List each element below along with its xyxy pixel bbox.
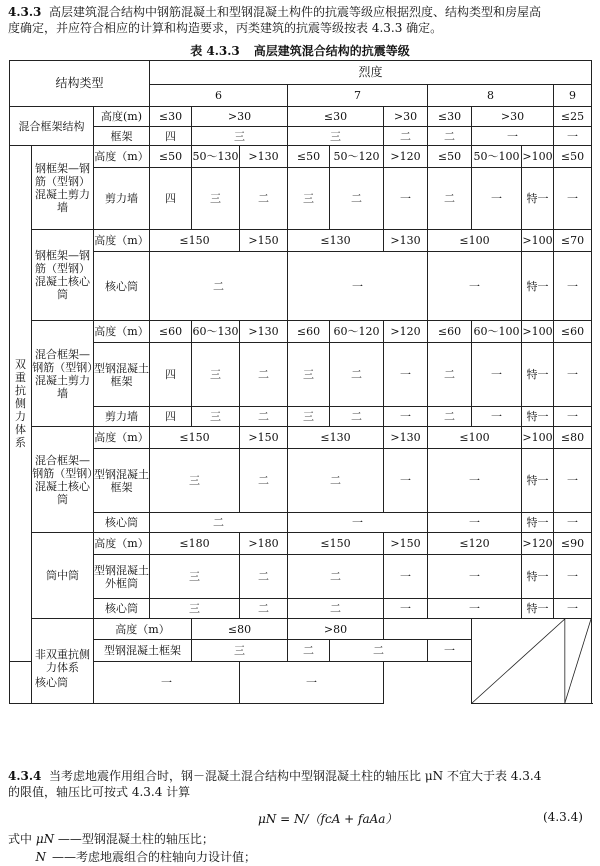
table-cell: ≤30 [428,107,472,127]
table-cell: 一 [384,168,428,230]
table-cell: 一 [240,662,384,704]
table-cell: ≤50 [554,146,592,168]
table-cell: 二 [428,343,472,407]
row-label: 高度（m） [94,230,150,252]
table-cell: 一 [554,599,592,619]
table-cell: 一 [384,407,428,427]
table-cell: >150 [240,427,288,449]
diagonal-cell [472,619,592,704]
row-label: 剪力墙 [94,168,150,230]
table-cell: 一 [554,252,592,321]
table-cell: ≤50 [428,146,472,168]
table-cell: 二 [288,555,384,599]
section-number: 4.3.3 [8,5,42,19]
table-cell: 60～120 [330,321,384,343]
table-cell: 二 [428,168,472,230]
section-number: 4.3.4 [8,769,42,783]
table-cell: 50～100 [472,146,522,168]
table-cell: 二 [384,127,428,146]
table-cell: 二 [288,449,384,513]
table-cell: 二 [330,640,428,662]
table-cell: 一 [428,599,522,619]
table-cell: 60～100 [472,321,522,343]
table-cell: 一 [288,513,428,533]
table-cell: 一 [472,407,522,427]
definition-symbol: μN [35,832,55,846]
formula: μN = N/（fcA + faAa） [258,812,398,826]
table-cell: 一 [472,343,522,407]
table-cell: 一 [428,449,522,513]
row-label: 型钢混凝土框架 [94,640,192,662]
table-cell: >30 [384,107,428,127]
table-cell: 一 [384,449,428,513]
table-cell: 一 [428,640,472,662]
table-cell: ≤80 [192,619,288,640]
table-cell: ≤50 [288,146,330,168]
row-label: 高度（m） [94,619,192,640]
table-cell: 一 [472,127,554,146]
table-cell: 二 [240,555,288,599]
table-cell: >150 [384,533,428,555]
paragraph-text: 度确定，并应符合相应的计算和构造要求，丙类建筑的抗震等级按表 4.3.3 确定。 [8,21,443,35]
row-label: 高度（m） [94,533,150,555]
table-cell: ≤30 [288,107,384,127]
degree-7: 7 [288,85,428,107]
table-cell: ≤60 [288,321,330,343]
table-cell: ≤120 [428,533,522,555]
table-cell: ≤130 [288,427,384,449]
table-cell: 三 [192,127,288,146]
table-cell: 一 [554,407,592,427]
table-cell: >130 [240,321,288,343]
table-cell: 四 [150,343,192,407]
table-cell: 二 [150,252,288,321]
row-label: 核心筒 [94,252,150,321]
row-label: 高度（m） [94,146,150,168]
table-cell: 一 [554,449,592,513]
table-cell: ≤60 [150,321,192,343]
table-cell: >150 [240,230,288,252]
paragraph-4-3-3 [8,4,592,36]
table-cell: 三 [150,599,240,619]
table-cell: ≤100 [428,427,522,449]
table-cell: 三 [288,127,384,146]
table-cell: >120 [384,321,428,343]
table-cell: 特一 [522,555,554,599]
non-dual-system-label: 非双重抗侧力体系 [32,619,94,704]
table-cell: ≤150 [150,427,240,449]
system-label: 筒中筒 [32,533,94,619]
paragraph-4-3-4 [8,768,592,800]
header-intensity: 烈度 [150,61,592,85]
table-cell: 一 [472,168,522,230]
table-cell: 一 [554,168,592,230]
table-cell: 特一 [522,449,554,513]
row-label: 核心筒 [10,662,94,704]
table-cell: 二 [240,449,288,513]
table-cell: 一 [94,662,240,704]
table-cell: 特一 [522,513,554,533]
table-cell: 三 [192,407,240,427]
table-cell: >30 [472,107,554,127]
table-cell: 三 [288,168,330,230]
definition-text: ——考虑地震组合的柱轴向力设计值； [52,850,257,864]
table-cell: 特一 [522,343,554,407]
table-cell: 60～130 [192,321,240,343]
table-cell: 二 [330,168,384,230]
table-title: 高层建筑混合结构的抗震等级 [253,44,410,58]
table-cell: ≤180 [150,533,240,555]
row-label: 框架 [94,127,150,146]
table-cell: 二 [428,407,472,427]
table-cell: >120 [384,146,428,168]
table-cell: 二 [240,407,288,427]
row-label: 高度（m） [94,321,150,343]
table-cell: 特一 [522,599,554,619]
table-cell: 三 [192,343,240,407]
system-label: 混合框架—钢筋（型钢）混凝土核心筒 [32,427,94,533]
table-cell: 二 [330,343,384,407]
table-cell: >100 [522,427,554,449]
table-cell: ≤150 [150,230,240,252]
table-cell: ≤150 [288,533,384,555]
table-cell: 四 [150,168,192,230]
seismic-grade-table [9,60,592,704]
table-cell: ≤60 [428,321,472,343]
degree-9: 9 [554,85,592,107]
table-cell: >120 [522,533,554,555]
table-cell: 二 [428,127,472,146]
table-cell: 二 [150,513,288,533]
degree-8: 8 [428,85,554,107]
system-label: 钢框架—钢筋（型钢）混凝土剪力墙 [32,146,94,230]
row-label: 高度（m） [94,427,150,449]
table-cell: 二 [240,168,288,230]
table-cell: >130 [240,146,288,168]
table-cell: 特一 [522,252,554,321]
table-cell: >180 [240,533,288,555]
paragraph-text: 高层建筑混合结构中钢筋混凝土和型钢混凝土构件的抗震等级应根据烈度、结构类型和房屋高 [49,5,542,19]
table-cell: 一 [428,252,522,321]
definition-symbol: N [35,850,46,864]
definition-1 [8,830,214,847]
row-label: 型钢混凝土框架 [94,343,150,407]
header-structure-type: 结构类型 [10,61,150,107]
row-label: 高度(m) [94,107,150,127]
table-cell: 一 [384,343,428,407]
table-cell: 一 [428,513,522,533]
table-cell: >100 [522,230,554,252]
table-cell: 50～120 [330,146,384,168]
table-cell: >100 [522,321,554,343]
table-cell: >130 [384,230,428,252]
table-cell: ≤90 [554,533,592,555]
table-cell: ≤50 [150,146,192,168]
formula-number: (4.3.4) [543,810,583,824]
table-cell: >80 [288,619,384,640]
table-cell: ≤30 [150,107,192,127]
diagonal-lines [472,619,591,703]
table-cell: 一 [384,555,428,599]
table-cell: 特一 [522,168,554,230]
table-cell: 二 [288,640,330,662]
table-cell: 一 [554,343,592,407]
system-label: 钢框架—钢筋（型钢）混凝土核心筒 [32,230,94,321]
table-cell: 50～130 [192,146,240,168]
definition-text: ——型钢混凝土柱的轴压比； [57,832,214,846]
table-cell: 四 [150,407,192,427]
row-label: 型钢混凝土外框筒 [94,555,150,599]
table-cell: 三 [192,168,240,230]
system-label: 混合框架—钢筋（型钢）混凝土剪力墙 [32,321,94,427]
table-cell: 一 [428,555,522,599]
table-cell: ≤25 [554,107,592,127]
table-cell: ≤70 [554,230,592,252]
table-cell: 四 [150,127,192,146]
table-cell: 三 [288,343,330,407]
table-cell: >30 [192,107,288,127]
table-cell: 三 [150,449,240,513]
table-cell: >130 [384,427,428,449]
paragraph-text: 的限值，轴压比可按式 4.3.4 计算 [8,785,191,799]
table-cell: >100 [522,146,554,168]
row-label-mixed-frame: 混合框架结构 [10,107,94,146]
table-cell: 二 [330,407,384,427]
definition-intro: 式中 [8,832,33,846]
paragraph-text: 当考虑地震作用组合时，钢－混凝土混合结构中型钢混凝土柱的轴压比 μN 不宜大于表 4.3.4 [49,769,542,783]
table-cell: 二 [240,599,288,619]
table-cell: ≤60 [554,321,592,343]
table-caption [0,42,600,59]
table-cell: 一 [554,555,592,599]
dual-system-label: 双重抗侧力体系 [10,146,32,662]
table-cell: 特一 [522,407,554,427]
table-cell: 二 [240,343,288,407]
table-cell: 一 [384,599,428,619]
row-label: 核心筒 [94,513,150,533]
definition-2 [8,848,256,865]
table-cell: 二 [288,599,384,619]
table-cell: ≤100 [428,230,522,252]
table-cell: ≤80 [554,427,592,449]
table-cell: ≤130 [288,230,384,252]
table-cell: 一 [288,252,428,321]
table-cell: 三 [192,640,288,662]
row-label: 剪力墙 [94,407,150,427]
table-cell: 三 [150,555,240,599]
degree-6: 6 [150,85,288,107]
table-cell: 一 [554,513,592,533]
table-cell: 一 [554,127,592,146]
table-number: 表 4.3.3 [190,44,240,58]
table-cell: 三 [288,407,330,427]
row-label: 型钢混凝土框架 [94,449,150,513]
row-label: 核心筒 [94,599,150,619]
